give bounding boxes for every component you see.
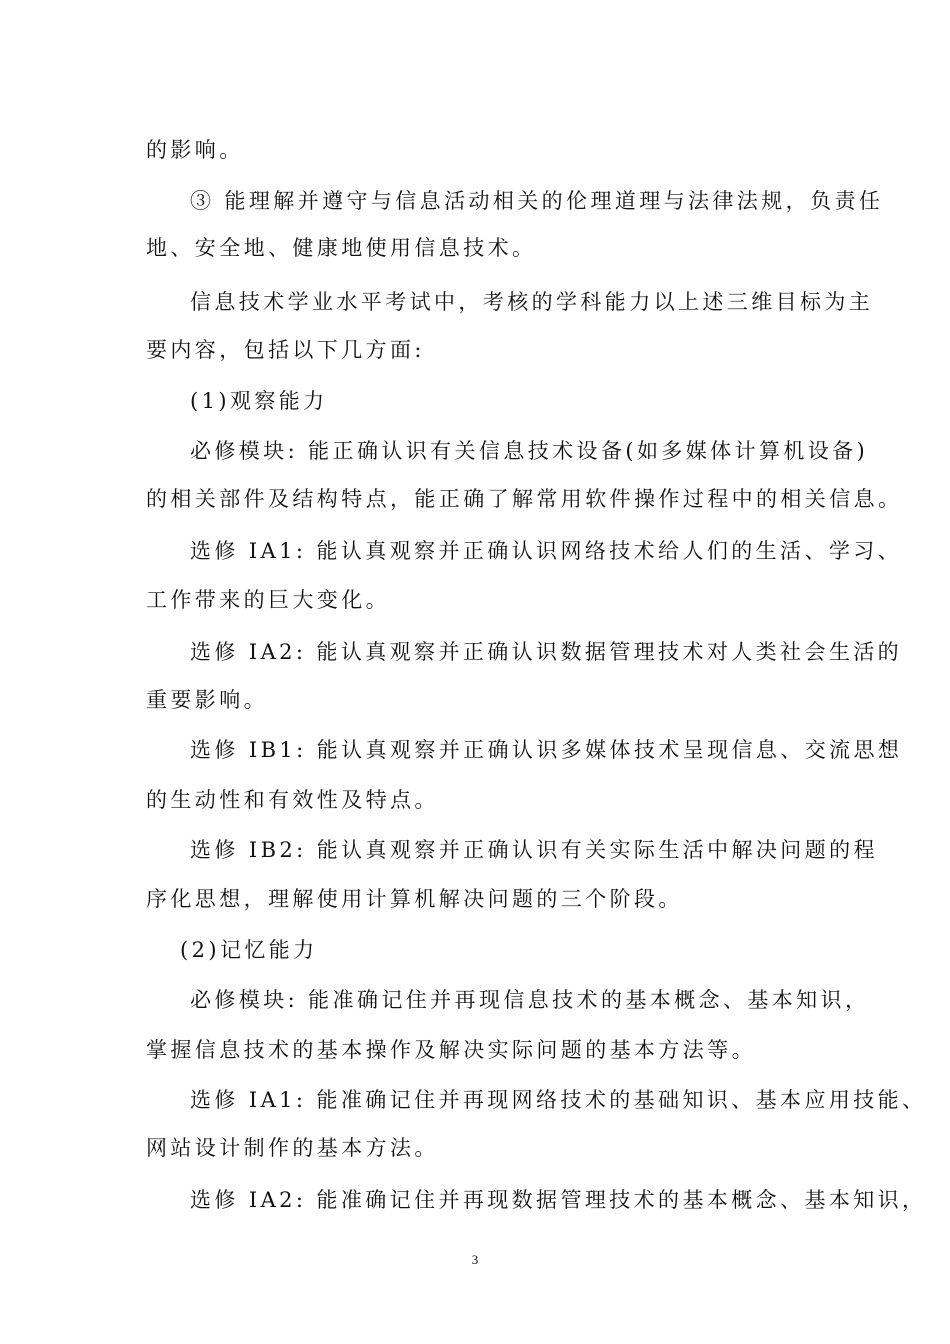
text-line: 的生动性和有效性及特点。 <box>146 788 439 812</box>
section-heading: (2)记忆能力 <box>180 938 318 962</box>
section-heading: (1)观察能力 <box>190 389 328 413</box>
text-line: 选修 IB2: 能认真观察并正确认识有关实际生活中解决问题的程 <box>190 838 878 862</box>
text-line: 的相关部件及结构特点，能正确了解常用软件操作过程中的相关信息。 <box>146 487 903 511</box>
text-line: 选修 IA1: 能准确记住并再现网络技术的基础知识、基本应用技能、 <box>190 1088 927 1112</box>
text-line: ③ 能理解并遵守与信息活动相关的伦理道理与法律法规，负责任 <box>190 189 884 213</box>
text-line: 信息技术学业水平考试中，考核的学科能力以上述三维目标为主 <box>190 290 874 314</box>
text-line: 必修模块: 能正确认识有关信息技术设备(如多媒体计算机设备) <box>190 439 869 463</box>
text-line: 选修 IA2: 能认真观察并正确认识数据管理技术对人类社会生活的 <box>190 640 903 664</box>
text-line: 重要影响。 <box>146 688 268 712</box>
text-line: 地、安全地、健康地使用信息技术。 <box>146 236 537 260</box>
text-line: 选修 IA1: 能认真观察并正确认识网络技术给人们的生活、学习、 <box>190 539 903 563</box>
text-line: 必修模块: 能准确记住并再现信息技术的基本概念、基本知识， <box>190 988 870 1012</box>
text-line: 要内容，包括以下几方面: <box>146 338 425 362</box>
text-line: 掌握信息技术的基本操作及解决实际问题的基本方法等。 <box>146 1038 756 1062</box>
text-line: 工作带来的巨大变化。 <box>146 588 390 612</box>
text-line: 的影响。 <box>146 138 244 162</box>
text-line: 选修 IA2: 能准确记住并再现数据管理技术的基本概念、基本知识， <box>190 1188 927 1212</box>
text-line: 网站设计制作的基本方法。 <box>146 1136 439 1160</box>
text-line: 选修 IB1: 能认真观察并正确认识多媒体技术呈现信息、交流思想 <box>190 738 903 762</box>
page-number: 3 <box>471 1252 479 1267</box>
text-line: 序化思想，理解使用计算机解决问题的三个阶段。 <box>146 887 683 911</box>
